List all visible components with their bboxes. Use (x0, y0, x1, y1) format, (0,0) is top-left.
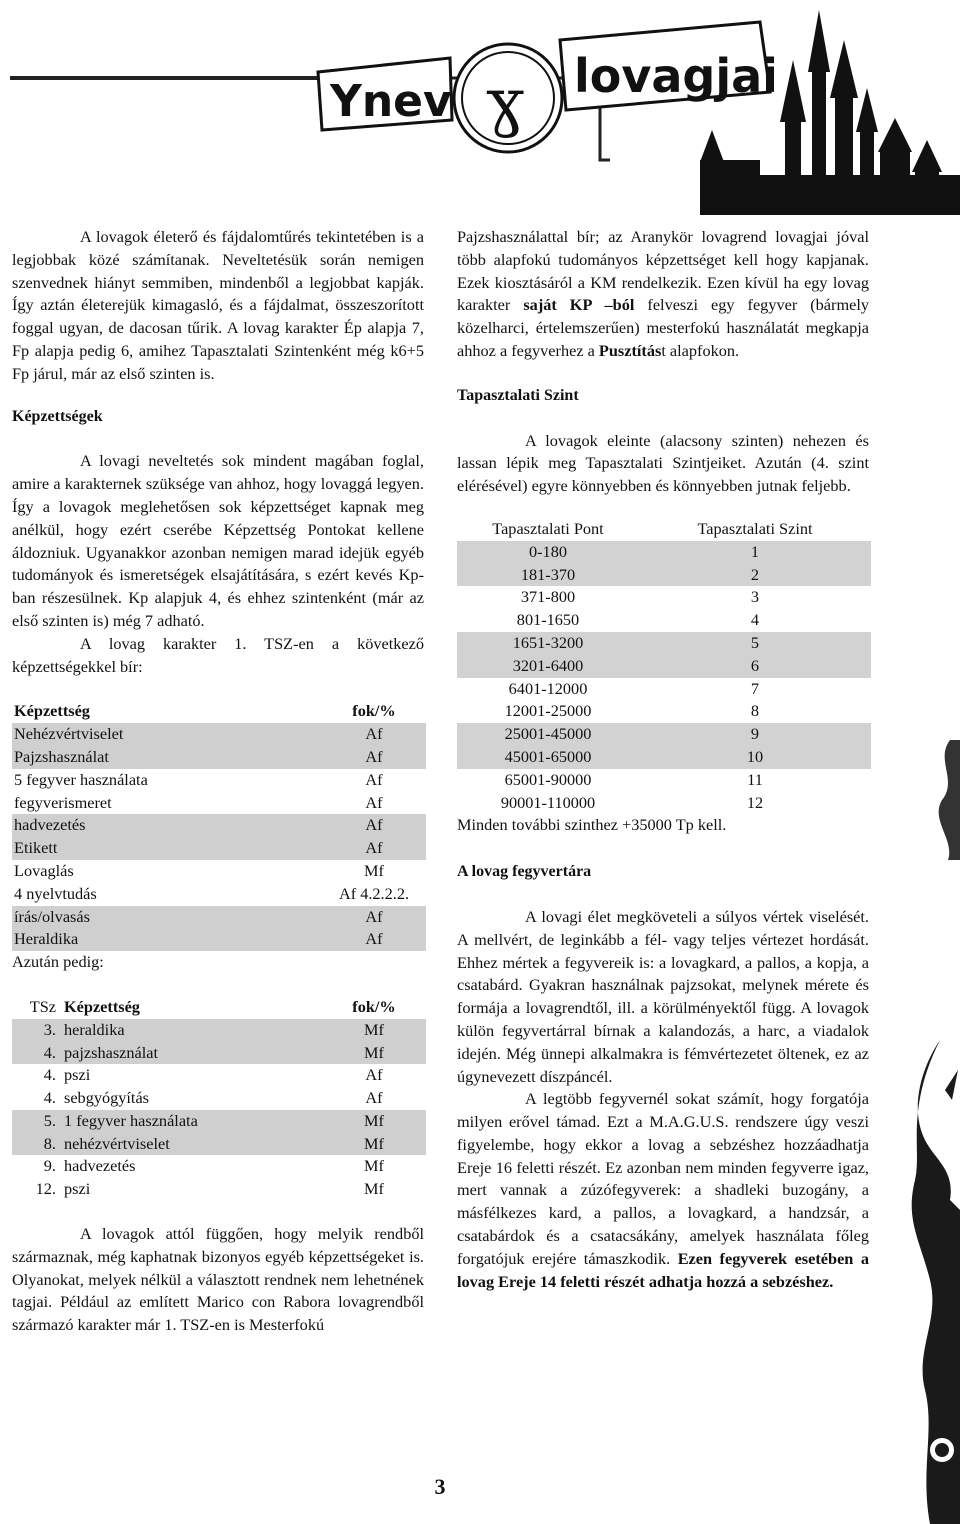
skill-value: Af (365, 792, 383, 812)
table-row (12, 837, 426, 860)
experience-table (457, 518, 871, 814)
page-number: 3 (434, 1474, 446, 1499)
skill-value: Mf (322, 1110, 426, 1133)
xp-table-header (457, 518, 871, 541)
skills2-header-name: Képzettség (64, 996, 140, 1016)
skill-value: Af (365, 769, 383, 789)
text-run: A legtöbb fegyvernél sokat számít, hogy forgatója milyen erővel támad. Ezt a M.A.G.U.S. rendszere úgy veszi figyelembe, hogy ekkor a lovag a sebzéshez hozzáadhatja Ereje 16 feletti részét. Ez azonban nem minden fegyverre igaz, mert vannak a zúzófegyverek: a shadleki buzogány, a másfélkezes kard, a pallos, a lovagkard, a handzsár, a csatabárdok és a csatacsákány, amelyek használata főleg forgatójuk erejére támaszkodik. (457, 1089, 869, 1268)
skill-name: pszi (64, 1179, 91, 1199)
skill-name: nehézvértviselet (62, 1133, 322, 1156)
right-paragraph-levels: A lovagok eleinte (alacsony szinten) nehezen és lassan lépik meg Tapasztalati Szintjeiket. Azután (4. szint elérésével) egyre könnyebben és könnyebben jutnak feljebb. (457, 430, 869, 496)
table-row (457, 678, 871, 701)
xp-level: 4 (750, 610, 760, 630)
skills2-table-header (12, 996, 426, 1019)
heading-skills: Képzettségek (12, 407, 103, 425)
skill-level: 4. (12, 1042, 62, 1065)
right-paragraph-armor: A lovagi élet megköveteli a súlyos vértek viselését. A mellvért, de leginkább a fél- vagy teljes vértezet hordását. Ehhez mértek a fegyvereik is: a lovagkard, a pallos, a kopja, a csatabárd. Gyakran használnak pajzsokat, melynek mérete és formája a lovagrendtől, ill. a körülményektől függ. A lovagok külön fegyvertárral bírnak a kalandozás, a harc, a viadalok idején. Még ünnepi alkalmakra is fémvértezetet öltenek, ez az úgynevezett díszpáncél. (457, 906, 869, 1086)
left-paragraph-orders: A lovagok attól függően, hogy melyik rendből származnak, még kaphatnak bizonyos egyéb képzettségeket is. Olyanokat, melyek nélkül a választott rendnek nem lehetnének tagjai. Például az említett Marico con Rabora lovagrendből származó karakter már 1. TSZ-en is Mesterfokú (12, 1224, 424, 1335)
xp-header-points: Tapasztalati Pont (492, 518, 604, 538)
skill-name: heraldika (62, 1019, 322, 1042)
skills-header-name: Képzettség (14, 701, 90, 721)
skill-value: Af (365, 1065, 383, 1085)
skill-name: hadvezetés (12, 814, 322, 837)
header-logo (0, 0, 960, 215)
xp-level: 6 (639, 655, 871, 678)
skill-value: Mf (364, 860, 384, 880)
xp-header-level: Tapasztalati Szint (697, 518, 813, 538)
xp-points: 371-800 (520, 587, 576, 607)
table-row (12, 1019, 426, 1042)
table-row (457, 792, 871, 815)
table-row (12, 769, 426, 792)
skill-level: 8. (12, 1133, 62, 1156)
xp-level: 1 (639, 541, 871, 564)
text-run-bold: Pusztítás (598, 340, 662, 360)
table-row (12, 1178, 426, 1201)
left-column (12, 226, 424, 1337)
skill-name: 5 fegyver használata (14, 769, 148, 789)
skills2-header-tsz: TSz (29, 996, 56, 1016)
skill-name: Lovaglás (14, 860, 74, 880)
xp-level: 10 (639, 746, 871, 769)
skill-name: Etikett (12, 837, 322, 860)
skill-level: 12. (35, 1179, 56, 1199)
text-run: t alapfokon. (661, 340, 740, 360)
skill-value: Af (322, 837, 426, 860)
table-row (12, 1110, 426, 1133)
text-run-bold: Ezen fegyverek esetében a lovag Ereje 14 feletti részét adhatja hozzá a sebzéshez. (457, 1248, 869, 1291)
skill-name: írás/olvasás (12, 906, 322, 929)
table-row (457, 769, 871, 792)
right-paragraph-damage (457, 1088, 869, 1293)
skill-name: 4 nyelvtudás (14, 883, 97, 903)
skill-value: Af (322, 906, 426, 929)
after-label: Azután pedig: (12, 952, 104, 972)
xp-level: 9 (639, 723, 871, 746)
skill-value: Af (322, 723, 426, 746)
skill-value: Af (322, 746, 426, 769)
xp-level: 2 (639, 564, 871, 587)
text-run-bold: saját KP –ból (523, 295, 635, 315)
xp-points: 181-370 (457, 564, 639, 587)
xp-points: 0-180 (457, 541, 639, 564)
logo-symbol: ɣ (486, 66, 525, 140)
xp-points: 90001-110000 (500, 792, 596, 812)
skill-name: pajzshasználat (62, 1042, 322, 1065)
skill-name: pszi (64, 1065, 91, 1085)
skill-level: 4. (43, 1088, 56, 1108)
skill-value: Af (322, 814, 426, 837)
margin-dragon-illustration (900, 1030, 960, 1524)
right-paragraph-continued (457, 226, 869, 363)
table-row (457, 609, 871, 632)
skill-name: 1 fegyver használata (62, 1110, 322, 1133)
skill-value: Af (322, 928, 426, 951)
table-row (12, 746, 426, 769)
xp-points: 3201-6400 (457, 655, 639, 678)
skill-name: Pajzshasználat (12, 746, 322, 769)
logo-word-lovagjai: lovagjai (574, 49, 778, 103)
table-row (457, 586, 871, 609)
skill-value: Mf (322, 1042, 426, 1065)
xp-points: 1651-3200 (457, 632, 639, 655)
skill-level: 4. (43, 1065, 56, 1085)
xp-points: 25001-45000 (457, 723, 639, 746)
skill-value: Af (365, 1088, 383, 1108)
table-row (12, 860, 426, 883)
table-row (457, 632, 871, 655)
margin-ornament (930, 740, 960, 860)
xp-level: 3 (750, 587, 760, 607)
skills-table-header (12, 700, 426, 723)
table-row (12, 792, 426, 815)
skill-name: fegyverismeret (14, 792, 112, 812)
table-row (12, 928, 426, 951)
skill-value: Mf (322, 1019, 426, 1042)
xp-level: 8 (750, 701, 760, 721)
table-row (12, 1087, 426, 1110)
skills-progression-table (12, 996, 426, 1201)
logo-word-ynev: Ynev (330, 76, 452, 127)
right-column (457, 226, 869, 1293)
left-paragraph-intro-table: A lovag karakter 1. TSZ-en a következő képzettségekkel bír: (12, 633, 424, 676)
xp-points: 65001-90000 (504, 769, 592, 789)
skill-value: Mf (322, 1133, 426, 1156)
table-row (457, 746, 871, 769)
skill-value: Mf (364, 1156, 384, 1176)
xp-level: 12 (746, 792, 764, 812)
left-paragraph-vitality: A lovagok életerő és fájdalomtűrés tekintetében is a legjobbak közé számítanak. Neveltetésük során nemigen szenvednek hiányt semmiben, mindenből a legjobbat kapják. Így aztán életerejük kimagasló, és a fájdalmat, összeszorított foggal ugyan, de dacosan tűrik. A lovag karakter Ép alapja 7, Fp alapja pedig 6, amihez Tapasztalati Szintenként még k6+5 Fp járul, már az első szinten is. (12, 227, 424, 383)
skill-value: Af 4.2.2.2. (338, 883, 410, 903)
table-row (12, 723, 426, 746)
table-row (12, 1155, 426, 1178)
table-row (457, 700, 871, 723)
xp-note: Minden további szinthez +35000 Tp kell. (457, 815, 727, 835)
skill-level: 3. (12, 1019, 62, 1042)
table-row (12, 883, 426, 906)
table-row (12, 906, 426, 929)
xp-points: 45001-65000 (457, 746, 639, 769)
skill-name: hadvezetés (64, 1156, 136, 1176)
table-row (457, 541, 871, 564)
skills-header-value: fok/% (352, 701, 396, 721)
skill-level: 5. (12, 1110, 62, 1133)
xp-points: 801-1650 (516, 610, 580, 630)
skills-table (12, 700, 426, 951)
table-row (12, 1064, 426, 1087)
xp-points: 6401-12000 (508, 678, 588, 698)
heading-experience-level: Tapasztalati Szint (457, 386, 579, 404)
skill-name: sebgyógyítás (64, 1088, 150, 1108)
heading-weapons: A lovag fegyvertára (457, 863, 592, 881)
xp-points: 12001-25000 (504, 701, 592, 721)
table-row (457, 723, 871, 746)
table-row (12, 1042, 426, 1065)
table-row (12, 1133, 426, 1156)
skill-level: 9. (43, 1156, 56, 1176)
skills2-header-value: fok/% (352, 996, 396, 1016)
text-run: Pajzshasználattal bír; az Aranykör lovagrend lovagjai jóval több alapfokú tudományos képzettséget kell hogy kapjanak. Ezek kiosztásáról a KM rendelkezik. Ezen kívül ha egy lovag karakter (457, 227, 869, 315)
left-paragraph-training: A lovagi neveltetés sok mindent magában foglal, amire a karakternek szüksége van ahhoz, hogy lovaggá legyen. Így a lovagok meglehetősen sok képzettséget kapnak meg anélkül, hogy ezért cserébe Képzettség Pontokat kellene áldozniuk. Ugyanakkor azonban nemigen marad idejük egyéb tudományok és ismeretségek elsajátítására, s ezért kevés Kp-ban részesülnek. Kp alapjuk 4, és ehhez szintenként (már az első szinten is) még 7 adható. (12, 451, 424, 630)
skill-value: Mf (364, 1179, 384, 1199)
table-row (457, 564, 871, 587)
xp-level: 11 (747, 769, 763, 789)
xp-level: 5 (639, 632, 871, 655)
skill-name: Nehézvértviselet (12, 723, 322, 746)
table-row (12, 814, 426, 837)
table-row (457, 655, 871, 678)
xp-level: 7 (750, 678, 760, 698)
skill-name: Heraldika (12, 928, 322, 951)
text-run: felveszi egy fegyver (bármely közelharci, értelemszerűen) mesterfokú használatát megkapja ahhoz a fegyverhez a (457, 295, 870, 360)
